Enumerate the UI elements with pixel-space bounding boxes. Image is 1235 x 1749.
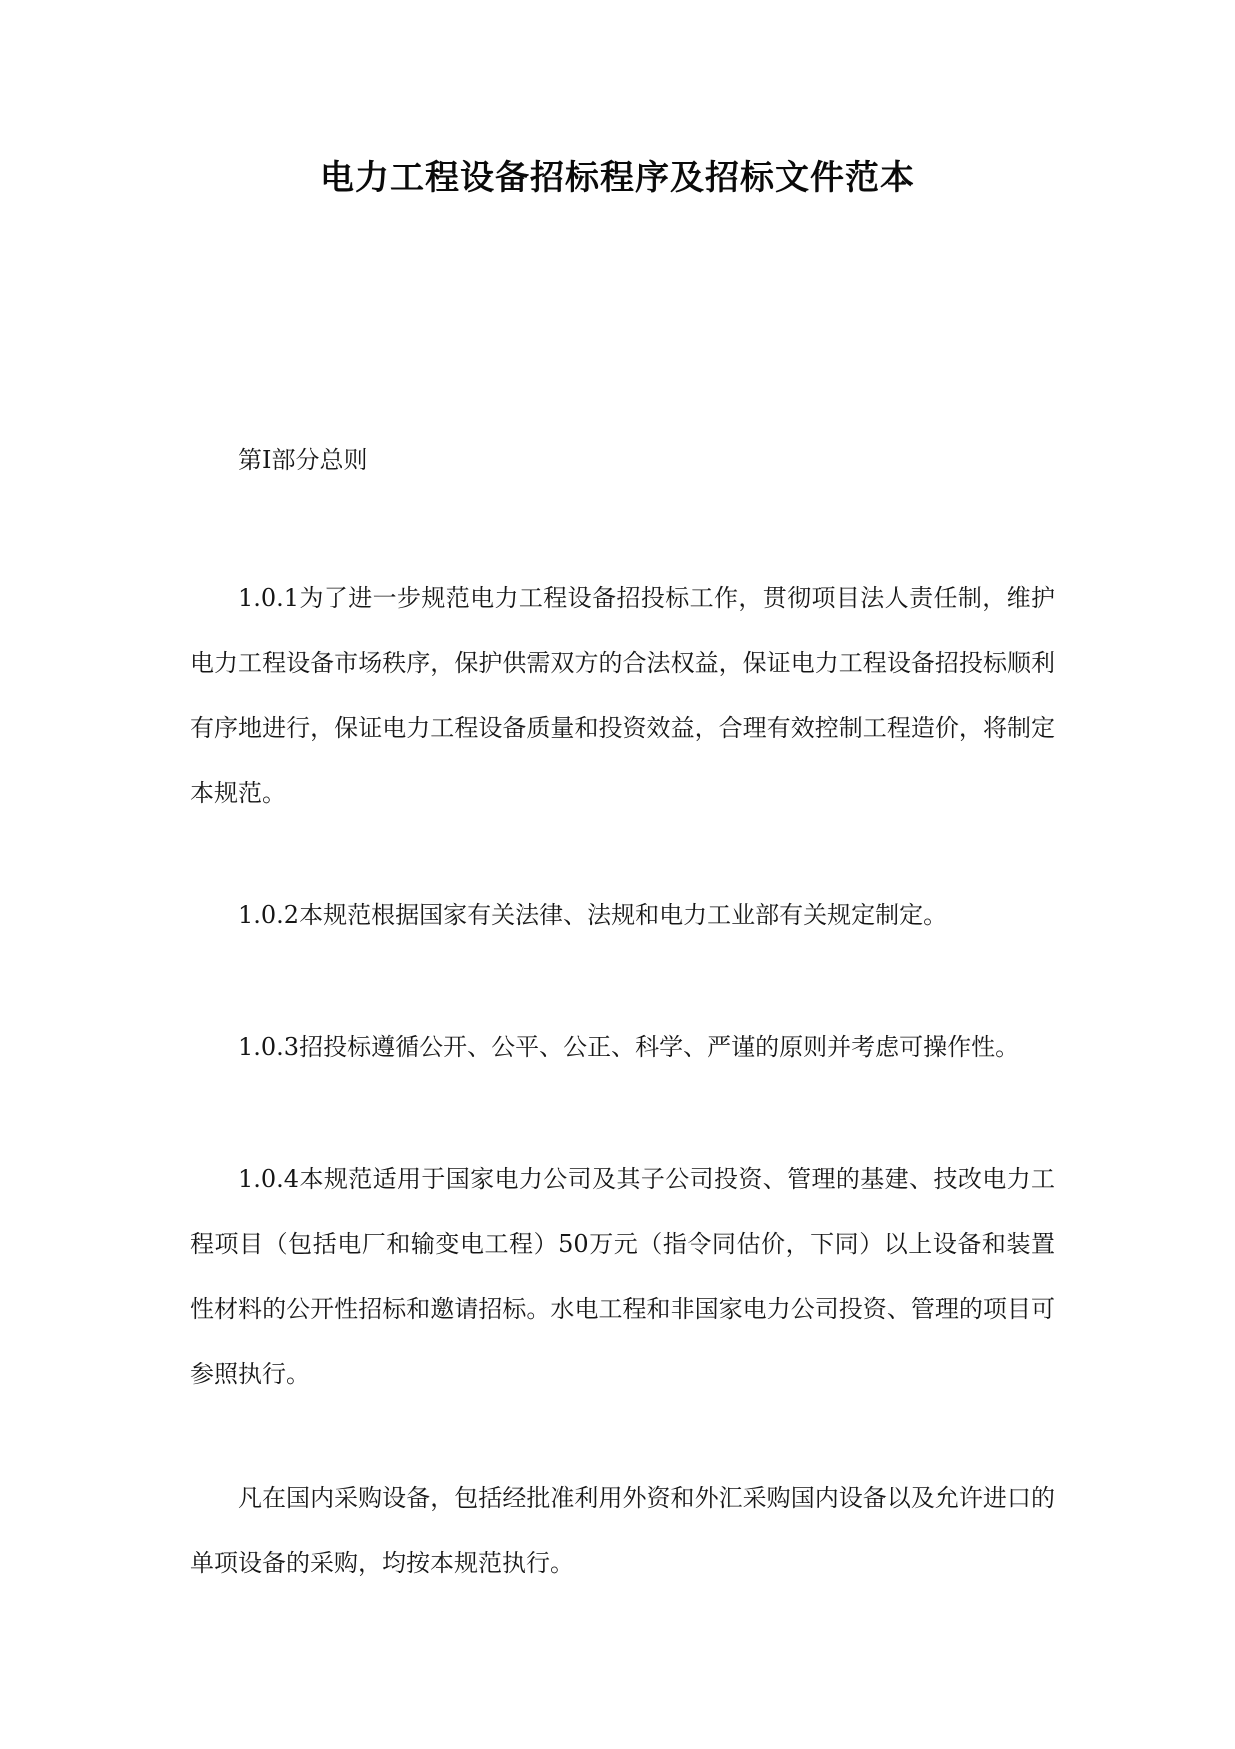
paragraph-1-0-3: 1.0.3招投标遵循公开、公平、公正、科学、严谨的原则并考虑可操作性。	[238, 1033, 1020, 1061]
section-heading: 第I部分总则	[238, 446, 368, 474]
paragraph-1-0-2: 1.0.2本规范根据国家有关法律、法规和电力工业部有关规定制定。	[238, 901, 948, 929]
paragraph-1-0-4: 1.0.4本规范适用于国家电力公司及其子公司投资、管理的基建、技改电力工程项目（包括电厂和输变电工程）50万元（指令同估价，下同）以上设备和装置性材料的公开性招标和邀请招标。水电工程和非国家电力公司投资、管理的项目可参照执行。	[190, 1165, 1055, 1388]
document-title: 电力工程设备招标程序及招标文件范本	[320, 158, 915, 198]
paragraph-1-0-1: 1.0.1为了进一步规范电力工程设备招投标工作，贯彻项目法人责任制，维护电力工程设备市场秩序，保护供需双方的合法权益，保证电力工程设备招投标顺利有序地进行，保证电力工程设备质量和投资效益，合理有效控制工程造价，将制定本规范。	[190, 584, 1055, 807]
paragraph-scope-note: 凡在国内采购设备，包括经批准利用外资和外汇采购国内设备以及允许进口的单项设备的采购，均按本规范执行。	[190, 1484, 1055, 1577]
